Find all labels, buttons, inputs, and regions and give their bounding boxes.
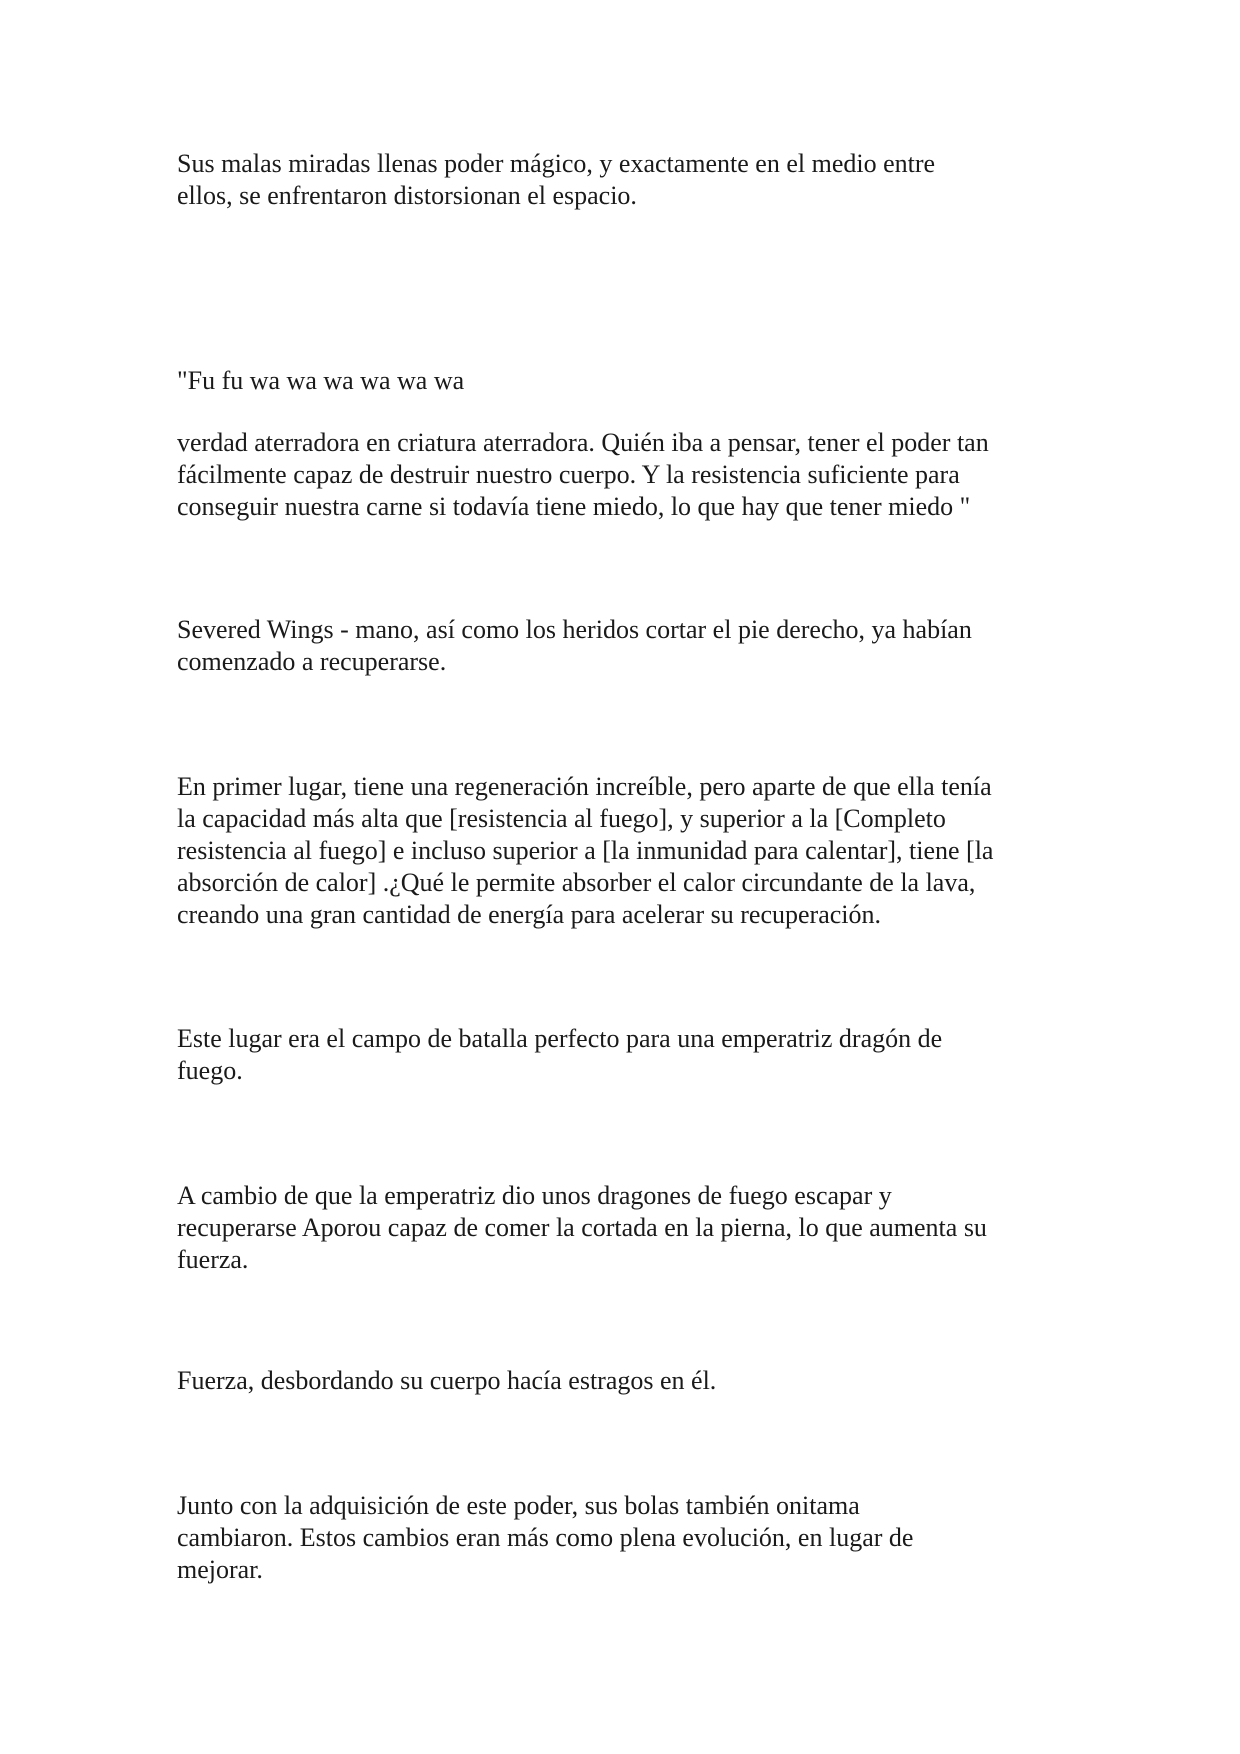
paragraph-2: "Fu fu wa wa wa wa wa wa (177, 366, 465, 395)
paragraph-8: Fuerza, desbordando su cuerpo hacía estragos en él. (177, 1366, 717, 1395)
paragraph-3: verdad aterradora en criatura aterradora. Quién iba a pensar, tener el poder tan fácilmente capaz de destruir nuestro cuerpo. Y la resistencia suficiente para conseguir nuestra carne si todavía tiene miedo, lo que hay que tener miedo " (177, 428, 989, 521)
paragraph-7: A cambio de que la emperatriz dio unos dragones de fuego escapar y recuperarse Aporou capaz de comer la cortada en la pierna, lo que aumenta su fuerza. (177, 1181, 987, 1274)
paragraph-4: Severed Wings - mano, así como los heridos cortar el pie derecho, ya habían comenzado a recuperarse. (177, 615, 972, 676)
paragraph-6: Este lugar era el campo de batalla perfecto para una emperatriz dragón de fuego. (177, 1024, 943, 1085)
paragraph-9: Junto con la adquisición de este poder, sus bolas también onitama cambiaron. Estos cambios eran más como plena evolución, en lugar de mejorar. (177, 1491, 914, 1584)
paragraph-1: Sus malas miradas llenas poder mágico, y exactamente en el medio entre ellos, se enfrentaron distorsionan el espacio. (177, 149, 936, 210)
paragraph-5: En primer lugar, tiene una regeneración increíble, pero aparte de que ella tenía la capacidad más alta que [resistencia al fuego], y superior a la [Completo resistencia al fuego] e incluso superior a [la inmunidad para calentar], tiene [la absorción de calor] .¿Qué le permite absorber el calor circundante de la lava, creando una gran cantidad de energía para acelerar su recuperación. (177, 772, 994, 929)
